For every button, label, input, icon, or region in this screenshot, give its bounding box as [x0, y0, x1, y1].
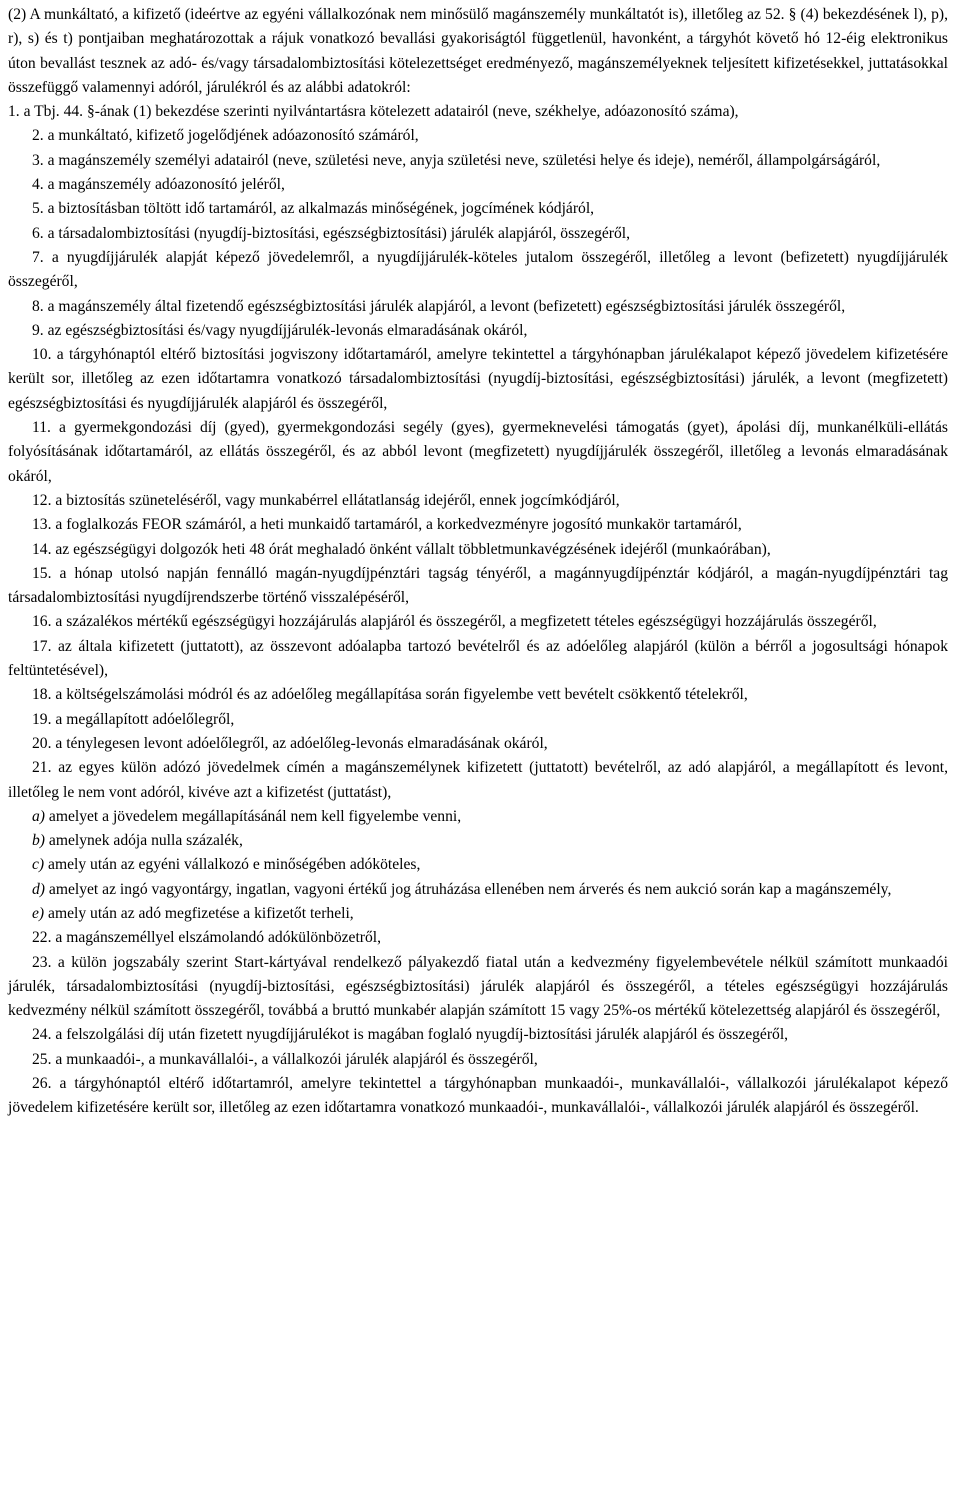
sub-item-text: amelyet az ingó vagyontárgy, ingatlan, vagyoni értékű jog átruházása ellenében nem árverés és nem aukció során kap a magánszemély, — [45, 880, 892, 898]
sub-item-marker: a) — [32, 807, 45, 825]
sub-item — [8, 878, 948, 902]
list-item: 16. a százalékos mértékű egészségügyi hozzájárulás alapjáról és összegéről, a megfizetett tételes egészségügyi hozzájárulás összegéről, — [32, 613, 877, 631]
list-item: 26. a tárgyhónaptól eltérő időtartamról, amelyre tekintettel a tárgyhónapban munkaadói-, munkavállalói-, vállalkozói járulékalapot képező jövedelem kifizetésére került sor, illetőleg az ezen időtartamra vonatkozó munkaadói-, munkavállalói-, vállalkozói járulék alapjáról és összegéről. — [8, 1075, 948, 1117]
list-item: 24. a felszolgálási díj után fizetett nyugdíjjárulékot is magában foglaló nyugdíj-biztosítási járulék alapjáról és összegéről, — [32, 1026, 789, 1044]
list-item: 10. a tárgyhónaptól eltérő biztosítási jogviszony időtartamáról, amelyre tekintettel a tárgyhónapban járulékalapot képező jövedelem kifizetésére került sor, illetőleg az ezen időtartamra vonatkozó társadalombiztosítási (nyugdíj-biztosítási, egészségbiztosítási) járulék, a levont (megfizetett) egészségbiztosítási és nyugdíjjárulék alapjáról és összegéről, — [8, 346, 948, 412]
list-item: 9. az egészségbiztosítási és/vagy nyugdíjjárulék-levonás elmaradásának okáról, — [32, 321, 528, 339]
sub-item-text: amely után az adó megfizetése a kifizetőt terheli, — [44, 904, 354, 922]
sub-item-marker: c) — [32, 856, 45, 874]
sub-item-text: amelyet a jövedelem megállapításánál nem kell figyelembe venni, — [45, 807, 462, 825]
list-item: 25. a munkaadói-, a munkavállalói-, a vállalkozói járulék alapjáról és összegéről, — [32, 1050, 538, 1068]
list-item: 2. a munkáltató, kifizető jogelődjének adóazonosító számáról, — [32, 127, 419, 145]
sub-item — [8, 853, 948, 877]
list-item: 15. a hónap utolsó napján fennálló magán-nyugdíjpénztári tagság tényéről, a magánnyugdíjpénztár kódjáról, a magán-nyugdíjpénztári tag társadalombiztosítási nyugdíjrendszerbe történő visszalépéséről, — [8, 564, 948, 607]
sub-item-marker: b) — [32, 832, 45, 850]
list-item: 12. a biztosítás szüneteléséről, vagy munkabérrel ellátatlanság idejéről, ennek jogcímkódjáról, — [32, 491, 620, 509]
list-item: 14. az egészségügyi dolgozók heti 48 órát meghaladó önként vállalt többletmunkavégzésének idejéről (munkaórában), — [32, 540, 771, 558]
list-item: 3. a magánszemély személyi adatairól (neve, születési neve, anyja születési neve, születési helye és ideje), neméről, állampolgárságáról, — [32, 151, 881, 169]
intro-paragraph: (2) A munkáltató, a kifizető (ideértve az egyéni vállalkozónak nem minősülő magánszemély munkáltatót is), illetőleg az 52. § (4) bekezdésének l), p), r), s) és t) pontjaiban meghatározottak a rájuk vonatkozó bevallási gyakoriságtól függetlenül, havonként, a tárgyhót követő hó 12-éig elektronikus úton bevallást tesznek az adó- és/vagy társadalombiztosítási kötelezettséget eredményező, magánszemélyeknek teljesített kifizetésekkel, juttatásokkal összefüggő valamennyi adóról, járulékról és az alábbi adatokról: — [8, 6, 948, 96]
list-item: 13. a foglalkozás FEOR számáról, a heti munkaidő tartamáról, a korkedvezményre jogosító munkakör tartamáról, — [32, 516, 742, 534]
sub-item — [8, 829, 948, 853]
sub-item-text: amely után az egyéni vállalkozó e minőségében adóköteles, — [44, 856, 421, 874]
list-item: 8. a magánszemély által fizetendő egészségbiztosítási járulék alapjáról, a levont (befizetett) egészségbiztosítási járulék összegéről, — [32, 297, 846, 315]
sub-item-text: amelynek adója nulla százalék, — [45, 832, 243, 850]
sub-item-marker: e) — [32, 904, 45, 922]
sub-item-marker: d) — [32, 880, 45, 898]
list-item: 23. a külön jogszabály szerint Start-kártyával rendelkező pályakezdő fiatal után a kedvezmény figyelembevétele nélkül számított munkaadói járulék, társadalombiztosítási (nyugdíj-biztosítási, egészségbiztosítási) járulék alapjáról és összegéről, a tételes egészségügyi hozzájárulás kedvezmény nélkül számított összegéről, továbbá a bruttó munkabér alapján számított 15 vagy 25%-os mértékű kötelezettség alapjáról és összegéről, — [8, 953, 948, 1020]
list-item: 7. a nyugdíjjárulék alapját képező jövedelemről, a nyugdíjjárulék-köteles jutalom összegéről, illetőleg a levont (befizetett) nyugdíjjárulék összegéről, — [8, 248, 948, 291]
list-item: 1. a Tbj. 44. §-ának (1) bekezdése szerinti nyilvántartásra kötelezett adatairól (neve, székhelye, adóazonosító száma), — [8, 103, 739, 121]
list-item: 5. a biztosításban töltött idő tartamáról, az alkalmazás minőségének, jogcímének kódjáról, — [32, 200, 595, 218]
list-item: 4. a magánszemély adóazonosító jeléről, — [32, 176, 285, 194]
list-item: 22. a magánszeméllyel elszámolandó adókülönbözetről, — [32, 929, 382, 947]
list-item: 11. a gyermekgondozási díj (gyed), gyermekgondozási segély (gyes), gyermeknevelési támogatás (gyet), ápolási díj, munkanélküli-ellátás folyósításának időtartamáról, az ellátás összegéről, és az abból levont (megfizetett) nyugdíjjárulék összegéről, illetőleg a levonás elmaradásának okáról, — [8, 419, 948, 485]
list-item: 18. a költségelszámolási módról és az adóelőleg megállapítása során figyelembe vett bevételt csökkentő tételekről, — [32, 686, 748, 704]
sub-item — [8, 805, 948, 829]
list-item: 17. az általa kifizetett (juttatott), az összevont adóalapba tartozó bevételről és az adóelőleg alapjáról (külön a bérről a jogosultsági hónapok feltüntetésével), — [8, 637, 948, 680]
list-item: 21. az egyes külön adózó jövedelmek címén a magánszemélynek kifizetett (juttatott) bevételről, az adó alapjáról, a megállapított és levont, illetőleg le nem vont adóról, kivéve azt a kifizetést (juttatást), — [8, 759, 948, 801]
sub-item — [8, 902, 948, 926]
list-item: 6. a társadalombiztosítási (nyugdíj-biztosítási, egészségbiztosítási) járulék alapjáról, összegéről, — [32, 224, 631, 242]
list-item: 19. a megállapított adóelőlegről, — [32, 710, 235, 728]
list-item: 20. a ténylegesen levont adóelőlegről, az adóelőleg-levonás elmaradásának okáról, — [32, 734, 548, 752]
